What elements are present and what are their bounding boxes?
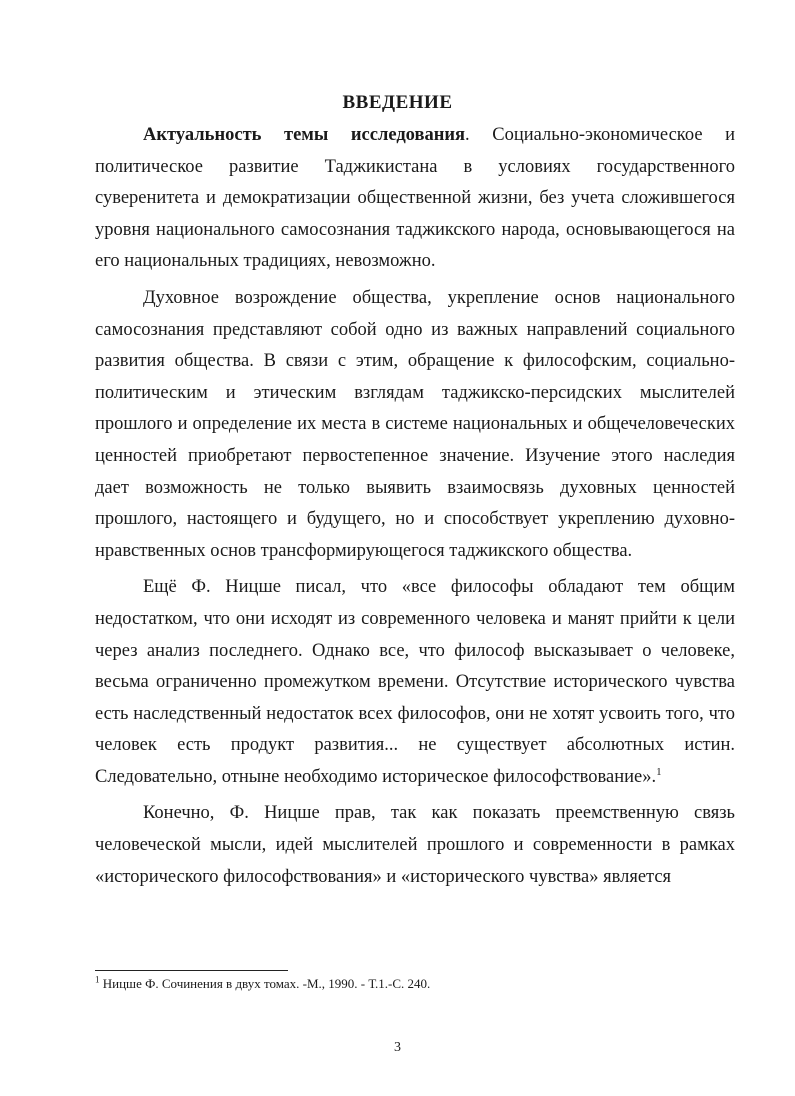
footnote [95, 976, 735, 992]
footnote-divider [95, 970, 288, 971]
footnote-reference[interactable]: 1 [656, 765, 662, 778]
paragraph-text: . Социально-экономическое и политическое развитие Таджикистана в условиях государственного суверенитета и демократизации общественной жизни, без учета сложившегося уровня национального самосознания таджикского народа, основывающегося на его национальных традициях, невозможно. [95, 125, 736, 272]
footnote-text: Ницше Ф. Сочинения в двух томах. -М., 1990. - Т.1.-С. 240. [99, 976, 431, 991]
paragraph-continuity: Конечно, Ф. Ницше прав, так как показать преемственную связь человеческой мысли, идей мыслителей прошлого и современности в рамках «исторического философствования» и «исторического чувства» является [95, 803, 735, 887]
paragraph-spiritual-revival: Духовное возрождение общества, укрепление основ национального самосознания представляют собой одно из важных направлений социального развития общества. В связи с этим, обращение к философским, социально-политическим и этическим взглядам таджикско-персидских мыслителей прошлого и определение их места в системе национальных и общечеловеческих ценностей приобретают первостепенное значение. Изучение этого наследия дает возможность не только выявить взаимосвязь духовных ценностей прошлого, настоящего и будущего, но и способствует укреплению духовно-нравственных основ трансформирующегося таджикского общества. [95, 287, 735, 561]
paragraph-nietzsche-quote [95, 572, 735, 793]
body-text [95, 120, 735, 898]
page-number: 3 [394, 1040, 401, 1055]
paragraph-lead: Актуальность темы исследования [143, 125, 466, 145]
quote-text: Ещё Ф. Ницше писал, что «все философы обладают тем общим недостатком, что они исходят из современного человека и манят прийти к цели через анализ последнего. Однако все, что философ высказывает о человеке, весьма ограниченно промежутком времени. Отсутствие исторического чувства есть наследственный недостаток всех философов, они не хотят усвоить того, что человек есть продукт развития... не существует абсолютных истин. Следовательно, отныне необходимо историческое философствование». [95, 577, 735, 787]
paragraph-relevance [95, 120, 735, 278]
page-title: ВВЕДЕНИЕ [342, 92, 453, 113]
footnote-marker: 1 [95, 974, 100, 985]
